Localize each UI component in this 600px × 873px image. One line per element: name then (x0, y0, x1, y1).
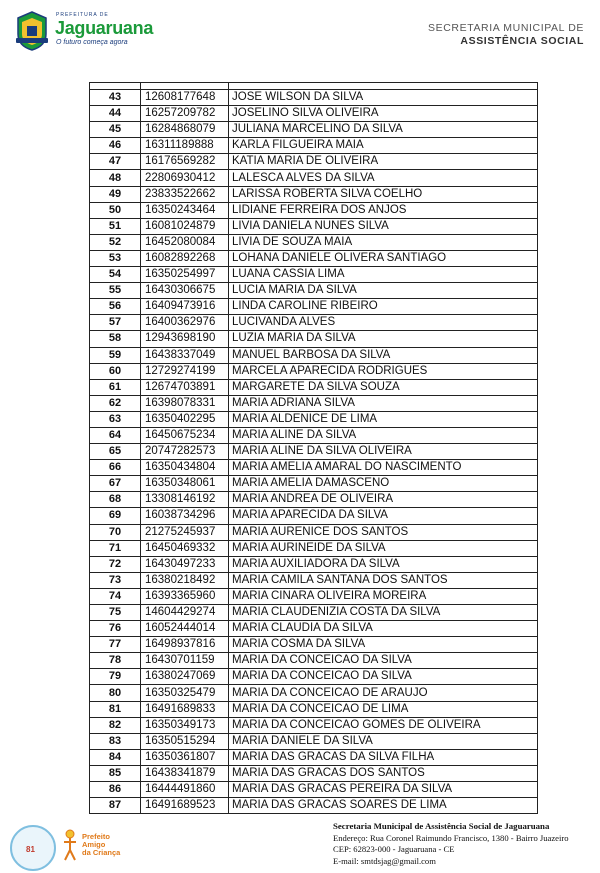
name-cell: LUANA CASSIA LIMA (229, 267, 538, 283)
nis-cell: 16350402295 (141, 411, 229, 427)
row-number-cell: 49 (90, 186, 141, 202)
page-header (0, 0, 600, 60)
prefeito-line2: Amigo (82, 840, 106, 849)
table-row (90, 315, 538, 331)
name-cell: LIVIA DANIELA NUNES SILVA (229, 218, 538, 234)
logo-name: Jaguaruana (55, 18, 154, 38)
name-cell: MARIA CINARA OLIVEIRA MOREIRA (229, 588, 538, 604)
name-cell: MARIA DAS GRACAS DA SILVA FILHA (229, 749, 538, 765)
row-number-cell: 57 (90, 315, 141, 331)
prefeito-amigo-label (82, 833, 120, 857)
row-number-cell: 54 (90, 267, 141, 283)
nis-cell: 16409473916 (141, 299, 229, 315)
row-number-cell: 59 (90, 347, 141, 363)
table-top-spacer-row (90, 83, 538, 90)
table-row (90, 460, 538, 476)
table-row (90, 572, 538, 588)
row-number-cell: 47 (90, 154, 141, 170)
table-row (90, 508, 538, 524)
name-cell: MARIA CLAUDIA DA SILVA (229, 621, 538, 637)
name-cell: MARGARETE DA SILVA SOUZA (229, 379, 538, 395)
row-number-cell: 84 (90, 749, 141, 765)
nis-cell: 16081024879 (141, 218, 229, 234)
footer-cep-line: CEP: 62823-000 - Jaguaruana - CE (333, 844, 455, 855)
nis-cell: 12674703891 (141, 379, 229, 395)
row-number-cell: 56 (90, 299, 141, 315)
beneficiary-table (89, 82, 538, 814)
nis-cell: 16380247069 (141, 669, 229, 685)
table-row (90, 637, 538, 653)
row-number-cell: 79 (90, 669, 141, 685)
name-cell: MARIA DA CONCEICAO DA SILVA (229, 653, 538, 669)
name-cell: LINDA CAROLINE RIBEIRO (229, 299, 538, 315)
name-cell: LUCIVANDA ALVES (229, 315, 538, 331)
secretaria-title-line1: SECRETARIA MUNICIPAL DE (428, 22, 584, 34)
prefeito-line3: da Criança (82, 848, 121, 857)
table-row (90, 363, 538, 379)
row-number-cell: 55 (90, 283, 141, 299)
name-cell: LIVIA DE SOUZA MAIA (229, 234, 538, 250)
name-cell: MARIA AURINEIDE DA SILVA (229, 540, 538, 556)
row-number-cell: 74 (90, 588, 141, 604)
table-row (90, 90, 538, 106)
logo-slogan: O futuro começa agora (56, 39, 128, 46)
row-number-cell: 76 (90, 621, 141, 637)
table-row (90, 250, 538, 266)
name-cell: MARIA AMELIA DAMASCENO (229, 476, 538, 492)
nis-cell: 23833522662 (141, 186, 229, 202)
row-number-cell: 71 (90, 540, 141, 556)
row-number-cell: 65 (90, 444, 141, 460)
name-cell: MARIA ADRIANA SILVA (229, 395, 538, 411)
name-cell: MARIA COSMA DA SILVA (229, 637, 538, 653)
name-cell: MARIA CAMILA SANTANA DOS SANTOS (229, 572, 538, 588)
footer-address-block (333, 821, 569, 867)
name-cell: LUCIA MARIA DA SILVA (229, 283, 538, 299)
nis-cell: 16430497233 (141, 556, 229, 572)
table-row (90, 588, 538, 604)
nis-cell: 16350254997 (141, 267, 229, 283)
seal-number: 81 (26, 845, 35, 854)
name-cell: MARIA ALINE DA SILVA OLIVEIRA (229, 444, 538, 460)
row-number-cell: 44 (90, 106, 141, 122)
table-row (90, 782, 538, 798)
nis-cell: 22806930412 (141, 170, 229, 186)
table-cell-empty (141, 83, 229, 90)
nis-cell: 16176569282 (141, 154, 229, 170)
municipal-crest-icon (14, 8, 50, 52)
name-cell: MARIA AUXILIADORA DA SILVA (229, 556, 538, 572)
table-row (90, 234, 538, 250)
table-row (90, 299, 538, 315)
logo-prefix: PREFEITURA DE (56, 12, 109, 18)
table-row (90, 524, 538, 540)
table-row (90, 444, 538, 460)
table-row (90, 685, 538, 701)
row-number-cell: 69 (90, 508, 141, 524)
secretaria-title-line2: ASSISTÊNCIA SOCIAL (460, 35, 584, 47)
table-row (90, 717, 538, 733)
row-number-cell: 43 (90, 90, 141, 106)
nis-cell: 16350349173 (141, 717, 229, 733)
name-cell: MARIA DA CONCEICAO DE ARAUJO (229, 685, 538, 701)
table-row (90, 154, 538, 170)
table-row (90, 669, 538, 685)
nis-cell: 16398078331 (141, 395, 229, 411)
row-number-cell: 60 (90, 363, 141, 379)
nis-cell: 16350348061 (141, 476, 229, 492)
table-row (90, 122, 538, 138)
table-cell-empty (229, 83, 538, 90)
nis-cell: 16430701159 (141, 653, 229, 669)
table-row (90, 605, 538, 621)
name-cell: JOSE WILSON DA SILVA (229, 90, 538, 106)
nis-cell: 16491689833 (141, 701, 229, 717)
nis-cell: 21275245937 (141, 524, 229, 540)
row-number-cell: 83 (90, 733, 141, 749)
row-number-cell: 61 (90, 379, 141, 395)
table-row (90, 331, 538, 347)
row-number-cell: 87 (90, 798, 141, 814)
name-cell: LALESCA ALVES DA SILVA (229, 170, 538, 186)
name-cell: KATIA MARIA DE OLIVEIRA (229, 154, 538, 170)
name-cell: MARIA ALINE DA SILVA (229, 427, 538, 443)
table-row (90, 218, 538, 234)
row-number-cell: 75 (90, 605, 141, 621)
table-row (90, 765, 538, 781)
row-number-cell: 52 (90, 234, 141, 250)
nis-cell: 16430306675 (141, 283, 229, 299)
name-cell: MARIA AURENICE DOS SANTOS (229, 524, 538, 540)
nis-cell: 12729274199 (141, 363, 229, 379)
nis-cell: 16438337049 (141, 347, 229, 363)
footer-address-title: Secretaria Municipal de Assistência Social de Jaguaruana (333, 821, 550, 831)
row-number-cell: 45 (90, 122, 141, 138)
table-row (90, 202, 538, 218)
name-cell: JULIANA MARCELINO DA SILVA (229, 122, 538, 138)
table-row (90, 492, 538, 508)
nis-cell: 16350434804 (141, 460, 229, 476)
nis-cell: 16350515294 (141, 733, 229, 749)
table-row (90, 347, 538, 363)
table-row (90, 395, 538, 411)
row-number-cell: 82 (90, 717, 141, 733)
nis-cell: 16438341879 (141, 765, 229, 781)
table-row (90, 170, 538, 186)
row-number-cell: 63 (90, 411, 141, 427)
footer-address-line: Endereço: Rua Coronel Raimundo Francisco, 1380 - Bairro Juazeiro (333, 832, 569, 843)
table-row (90, 283, 538, 299)
row-number-cell: 66 (90, 460, 141, 476)
name-cell: MARIA CLAUDENIZIA COSTA DA SILVA (229, 605, 538, 621)
child-figure-icon (60, 828, 80, 862)
nis-cell: 16452080084 (141, 234, 229, 250)
footer-email-line: E-mail: smtdsjag@gmail.com (333, 855, 436, 866)
table-row (90, 427, 538, 443)
name-cell: MARIA AMELIA AMARAL DO NASCIMENTO (229, 460, 538, 476)
nis-cell: 16450469332 (141, 540, 229, 556)
row-number-cell: 68 (90, 492, 141, 508)
row-number-cell: 81 (90, 701, 141, 717)
row-number-cell: 77 (90, 637, 141, 653)
nis-cell: 16498937816 (141, 637, 229, 653)
row-number-cell: 80 (90, 685, 141, 701)
name-cell: MARIA DAS GRACAS SOARES DE LIMA (229, 798, 538, 814)
name-cell: KARLA FILGUEIRA MAIA (229, 138, 538, 154)
table-row (90, 138, 538, 154)
name-cell: MARIA APARECIDA DA SILVA (229, 508, 538, 524)
nis-cell: 16450675234 (141, 427, 229, 443)
prefeito-line1: Prefeito (82, 832, 110, 841)
row-number-cell: 78 (90, 653, 141, 669)
row-number-cell: 85 (90, 765, 141, 781)
row-number-cell: 73 (90, 572, 141, 588)
nis-cell: 13308146192 (141, 492, 229, 508)
nis-cell: 20747282573 (141, 444, 229, 460)
row-number-cell: 86 (90, 782, 141, 798)
table-row (90, 621, 538, 637)
name-cell: MARIA ANDREA DE OLIVEIRA (229, 492, 538, 508)
row-number-cell: 67 (90, 476, 141, 492)
row-number-cell: 72 (90, 556, 141, 572)
row-number-cell: 51 (90, 218, 141, 234)
table-row (90, 749, 538, 765)
nis-cell: 16350243464 (141, 202, 229, 218)
nis-cell: 16350325479 (141, 685, 229, 701)
row-number-cell: 53 (90, 250, 141, 266)
table-row (90, 540, 538, 556)
name-cell: MARIA DA CONCEICAO GOMES DE OLIVEIRA (229, 717, 538, 733)
name-cell: LIDIANE FERREIRA DOS ANJOS (229, 202, 538, 218)
name-cell: JOSELINO SILVA OLIVEIRA (229, 106, 538, 122)
table-cell-empty (90, 83, 141, 90)
table-row (90, 701, 538, 717)
nis-cell: 16444491860 (141, 782, 229, 798)
table-row (90, 733, 538, 749)
table-row (90, 106, 538, 122)
nis-cell: 16350361807 (141, 749, 229, 765)
row-number-cell: 46 (90, 138, 141, 154)
nis-cell: 16393365960 (141, 588, 229, 604)
table-row (90, 267, 538, 283)
table-row (90, 798, 538, 814)
table-row (90, 653, 538, 669)
name-cell: LARISSA ROBERTA SILVA COELHO (229, 186, 538, 202)
row-number-cell: 64 (90, 427, 141, 443)
row-number-cell: 70 (90, 524, 141, 540)
nis-cell: 16257209782 (141, 106, 229, 122)
nis-cell: 16400362976 (141, 315, 229, 331)
row-number-cell: 62 (90, 395, 141, 411)
row-number-cell: 58 (90, 331, 141, 347)
nis-cell: 16052444014 (141, 621, 229, 637)
beneficiary-table-body (90, 83, 538, 814)
nis-cell: 16082892268 (141, 250, 229, 266)
name-cell: MARIA DAS GRACAS PEREIRA DA SILVA (229, 782, 538, 798)
name-cell: MARIA DA CONCEICAO DA SILVA (229, 669, 538, 685)
table-row (90, 379, 538, 395)
table-row (90, 476, 538, 492)
name-cell: MARIA DA CONCEICAO DE LIMA (229, 701, 538, 717)
nis-cell: 14604429274 (141, 605, 229, 621)
nis-cell: 16491689523 (141, 798, 229, 814)
name-cell: MARIA DANIELE DA SILVA (229, 733, 538, 749)
nis-cell: 12943698190 (141, 331, 229, 347)
name-cell: MARCELA APARECIDA RODRIGUES (229, 363, 538, 379)
row-number-cell: 50 (90, 202, 141, 218)
name-cell: LUZIA MARIA DA SILVA (229, 331, 538, 347)
name-cell: LOHANA DANIELE OLIVERA SANTIAGO (229, 250, 538, 266)
nis-cell: 16038734296 (141, 508, 229, 524)
row-number-cell: 48 (90, 170, 141, 186)
table-row (90, 186, 538, 202)
name-cell: MANUEL BARBOSA DA SILVA (229, 347, 538, 363)
nis-cell: 16284868079 (141, 122, 229, 138)
table-row (90, 411, 538, 427)
name-cell: MARIA DAS GRACAS DOS SANTOS (229, 765, 538, 781)
nis-cell: 16311189888 (141, 138, 229, 154)
table-row (90, 556, 538, 572)
name-cell: MARIA ALDENICE DE LIMA (229, 411, 538, 427)
nis-cell: 16380218492 (141, 572, 229, 588)
nis-cell: 12608177648 (141, 90, 229, 106)
